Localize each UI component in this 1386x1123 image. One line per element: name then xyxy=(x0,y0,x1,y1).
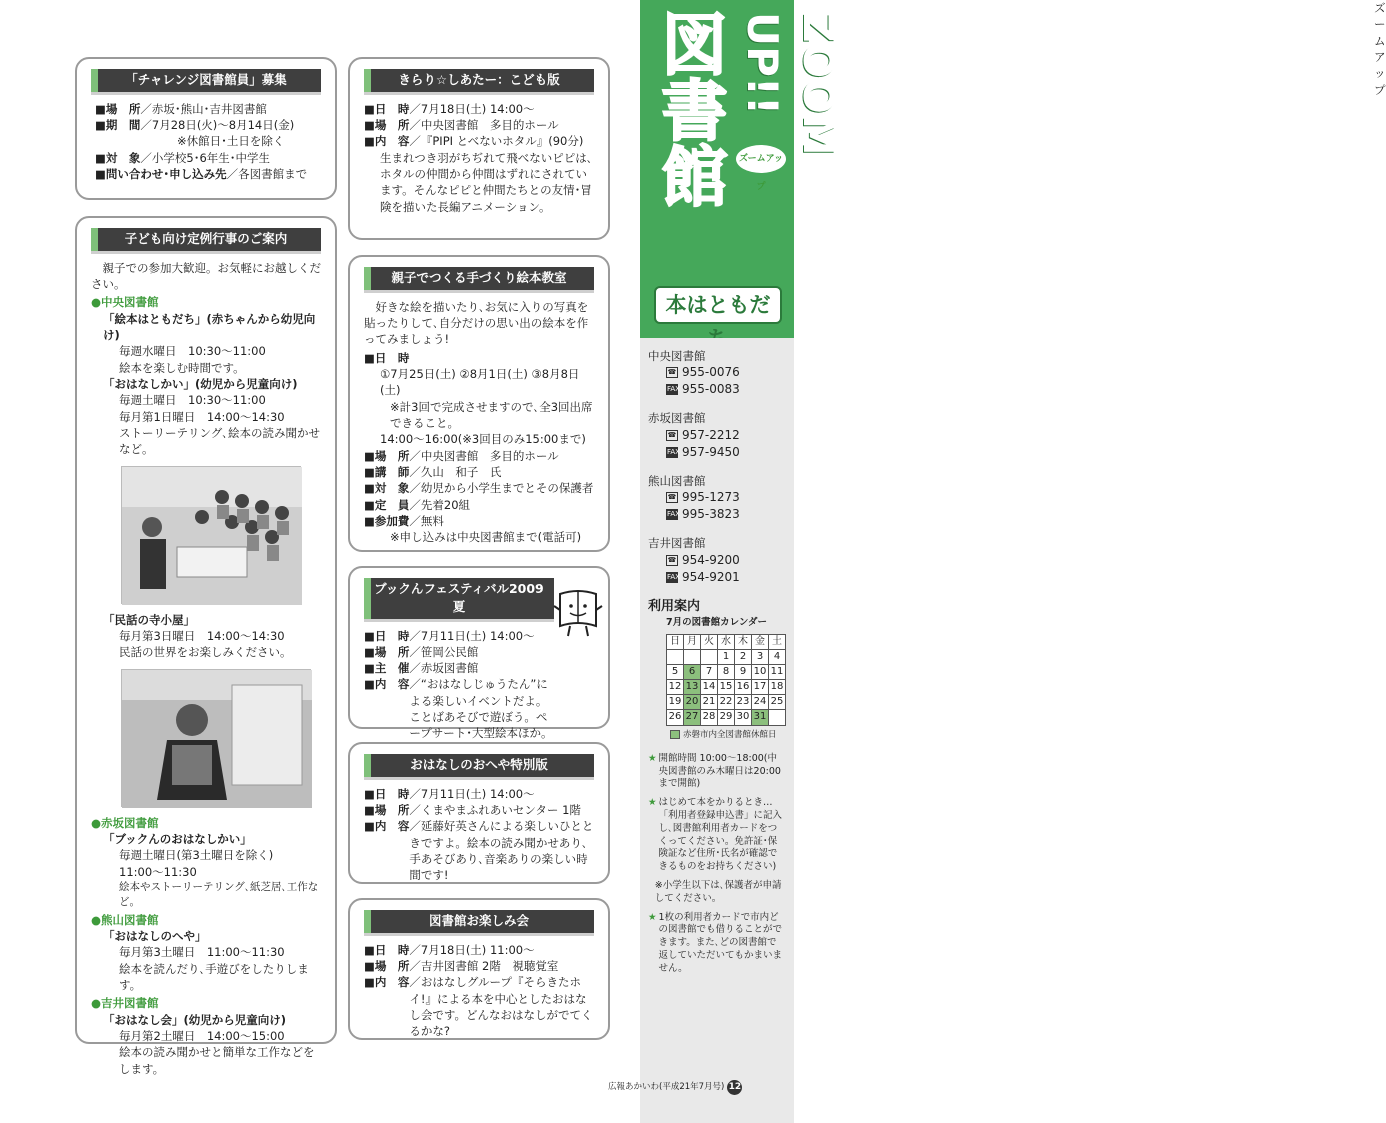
guide-title: 利用案内 xyxy=(648,598,701,614)
fax-number: 954-9201 xyxy=(682,569,740,584)
detail-value: ／おはなしグループ『そらきたホイ!』による本を中心としたおはなし会です。どんなおはなしがでてくるかな? xyxy=(409,975,593,1039)
handmade-date-label: ■日 時 xyxy=(364,350,410,365)
chuo-library-heading: ●中央図書館 xyxy=(91,295,159,310)
star-icon: ★ xyxy=(648,911,657,923)
detail-row xyxy=(364,660,554,676)
calendar-day xyxy=(667,649,684,664)
usage-note xyxy=(648,880,786,906)
zoom-up-label: ZOOM UP!! xyxy=(738,12,843,156)
kai-time: 毎月第2土曜日 14:00〜15:00 xyxy=(119,1029,285,1044)
calendar-day: 7 xyxy=(701,664,718,679)
calendar-day: 24 xyxy=(752,695,769,710)
weekday-header: 日 xyxy=(667,634,684,649)
storytime-photo xyxy=(121,466,301,604)
page-number: 12 xyxy=(727,1080,742,1095)
detail-row xyxy=(364,133,594,149)
kai-desc: 絵本の読み聞かせと簡単な工作などをします。 xyxy=(119,1045,315,1076)
handmade-note-1: ※計3回で完成させますので､全3回出席できること。 xyxy=(390,399,593,431)
calendar-day: 4 xyxy=(769,649,786,664)
legend-text: 赤磐市内全図書館休館日 xyxy=(683,729,777,740)
detail-row xyxy=(364,628,554,644)
star-icon: ★ xyxy=(648,752,657,764)
storytime-photo-image xyxy=(122,467,302,605)
calendar-day: 9 xyxy=(735,664,752,679)
detail-value: ／7月18日(土) 11:00〜 xyxy=(409,942,535,957)
detail-label: ■参加費 xyxy=(364,514,410,529)
detail-label: ■対 象 xyxy=(95,150,141,165)
weekday-header: 火 xyxy=(701,634,718,649)
detail-row xyxy=(364,818,594,883)
note-text: 開館時間 10:00〜18:00(中央図書館のみ木曜日は20:00まで開館) xyxy=(658,752,781,790)
ohanashi-time-2: 毎月第1日曜日 14:00〜14:30 xyxy=(119,409,285,424)
tanoshimi-section xyxy=(348,898,610,1040)
ehon-time: 毎週水曜日 10:30〜11:00 xyxy=(119,344,266,359)
calendar-day: 12 xyxy=(667,680,684,695)
bookun-desc: 絵本やストーリーテリング､紙芝居､工作など。 xyxy=(119,880,319,908)
detail-row xyxy=(95,101,321,117)
library-contact-list xyxy=(648,348,786,586)
zoom-ruby-badge xyxy=(736,145,786,192)
zoom-up-text xyxy=(734,12,843,272)
detail-label: ■場 所 xyxy=(364,448,410,463)
ohanashi-time-1: 毎週土曜日 10:30〜11:00 xyxy=(119,393,266,408)
detail-label: ■内 容 xyxy=(364,677,410,692)
ehon-desc: 絵本を楽しむ時間です。 xyxy=(119,360,245,375)
detail-value: ／先着20組 xyxy=(409,497,471,512)
detail-label: ■場 所 xyxy=(95,101,141,116)
detail-row xyxy=(364,497,594,513)
akasaka-library-heading: ●赤坂図書館 xyxy=(91,815,159,830)
fax-row xyxy=(648,444,786,461)
ehon-event-title: 「絵本はともだち」(赤ちゃんから幼児向け) xyxy=(103,311,316,343)
usage-note xyxy=(648,753,786,791)
phone-icon: ☎ xyxy=(667,555,677,564)
detail-row xyxy=(364,958,594,974)
calendar-day: 19 xyxy=(667,695,684,710)
zoom-ruby: ズームアップ xyxy=(1374,1,1386,97)
phone-number: 954-9200 xyxy=(682,552,740,567)
calendar-day: 27 xyxy=(684,710,701,725)
tagline-banner xyxy=(654,286,782,324)
detail-value: ／笹岡公民館 xyxy=(409,644,479,659)
calendar-day: 30 xyxy=(735,710,752,725)
calendar-day: 5 xyxy=(667,664,684,679)
detail-row xyxy=(364,448,594,464)
detail-row xyxy=(364,974,594,1039)
usage-note xyxy=(648,797,786,874)
phone-icon: ☎ xyxy=(667,430,677,439)
detail-row xyxy=(364,101,594,117)
detail-value: ／7月28日(火)〜8月14日(金) xyxy=(140,118,295,133)
zoom-ruby-text: ズームアップ xyxy=(739,154,783,192)
calendar-title: 7月の図書館カレンダー xyxy=(666,617,767,629)
tanoshimi-details xyxy=(364,942,594,1040)
oheya-special-section xyxy=(348,742,610,884)
detail-value: ／赤坂図書館 xyxy=(409,661,479,676)
fax-number: 955-0083 xyxy=(682,382,740,397)
calendar-day: 20 xyxy=(684,695,701,710)
weekday-header: 月 xyxy=(684,634,701,649)
detail-value: ／7月11日(土) 14:00〜 xyxy=(409,628,535,643)
bookun-event-title: 「ブックんのおはなしかい」 xyxy=(103,832,252,846)
phone-number: 955-0076 xyxy=(682,365,740,380)
library-contact xyxy=(648,348,786,398)
phone-row xyxy=(648,552,786,569)
usage-note xyxy=(648,912,786,976)
note-text: はじめて本をかりるとき…「利用者登録申込書」に記入し､図書館利用者カードをつくってください。免許証･保険証など住所･氏名が確認できるものをお持ちください) xyxy=(658,797,783,873)
detail-value: ／中央図書館 多目的ホール xyxy=(409,118,559,133)
calendar-day xyxy=(701,649,718,664)
detail-row xyxy=(95,117,321,133)
ohanashi-desc: ストーリーテリング､絵本の読み聞かせなど。 xyxy=(119,426,321,457)
challenge-title: 「チャレンジ図書館員」募集 xyxy=(91,69,321,95)
library-name: 吉井図書館 xyxy=(648,536,706,551)
yoshii-library-heading: ●吉井図書館 xyxy=(91,996,159,1011)
detail-value: ／無料 xyxy=(409,514,444,529)
detail-value: ／延藤好英さんによる楽しいひとときですよ。絵本の読み聞かせあり､手あそびあり､音楽ありの楽しい時間です! xyxy=(409,819,594,883)
library-calendar xyxy=(666,634,786,726)
phone-icon: ☎ xyxy=(667,368,677,377)
detail-row xyxy=(364,480,594,496)
detail-value: ※休館日･土日を除く xyxy=(177,134,285,149)
handmade-intro: 好きな絵を描いたり､お気に入りの写真を貼ったりして､自分だけの思い出の絵本を作ってみましょう! xyxy=(364,299,589,347)
detail-label: ■期 間 xyxy=(95,118,141,133)
library-contact xyxy=(648,535,786,585)
heya-desc: 絵本を読んだり､手遊びをしたりします。 xyxy=(119,961,309,993)
detail-row xyxy=(364,786,594,802)
mascot-icon xyxy=(554,586,602,638)
detail-value: ／『PIPI とべないホタル』(90分) xyxy=(409,134,584,149)
calendar-day: 15 xyxy=(718,680,735,695)
phone-icon: ☎ xyxy=(667,493,677,502)
fax-row xyxy=(648,506,786,523)
regular-events-title: 子ども向け定例行事のご案内 xyxy=(91,228,321,254)
detail-label: ■内 容 xyxy=(364,134,410,149)
oheya-special-title: おはなしのおへや特別版 xyxy=(364,754,594,780)
calendar-day: 21 xyxy=(701,695,718,710)
heya-event-title: 「おはなしのへや」 xyxy=(103,929,207,944)
detail-label: ■問い合わせ･申し込み先 xyxy=(95,167,227,182)
calendar-day xyxy=(769,710,786,725)
detail-label: ■場 所 xyxy=(364,118,410,133)
detail-value: ／各図書館まで xyxy=(226,167,308,182)
footer xyxy=(608,1080,742,1095)
minwa-photo-image xyxy=(122,670,312,808)
kirari-theater-section xyxy=(348,57,610,240)
sidebar-banner xyxy=(640,0,1386,338)
handmade-details xyxy=(364,448,594,530)
festival-section xyxy=(348,566,610,741)
phone-number: 995-1273 xyxy=(682,490,740,505)
detail-label: ■講 師 xyxy=(364,465,410,480)
detail-value: ／中央図書館 多目的ホール xyxy=(409,448,559,463)
calendar-day: 22 xyxy=(718,695,735,710)
handmade-book-section xyxy=(348,255,610,552)
minwa-desc: 民話の世界をお楽しみください。 xyxy=(119,645,292,660)
calendar-day: 3 xyxy=(752,649,769,664)
weekday-header: 木 xyxy=(735,634,752,649)
calendar-day: 18 xyxy=(769,680,786,695)
fax-row xyxy=(648,569,786,586)
detail-value: ／くまやまふれあいセンター 1階 xyxy=(409,803,581,818)
calendar-day: 11 xyxy=(769,664,786,679)
detail-label: ■場 所 xyxy=(364,644,410,659)
library-title-text: 図書館 xyxy=(650,10,728,208)
handmade-book-title: 親子でつくる手づくり絵本教室 xyxy=(364,267,594,293)
calendar-day: 6 xyxy=(684,664,701,679)
festival-details xyxy=(364,628,554,742)
detail-row xyxy=(95,150,321,166)
weekday-header: 水 xyxy=(718,634,735,649)
publication-name: 広報あかいわ(平成21年7月号) xyxy=(608,1082,725,1093)
festival-title: ブックんフェスティバル2009夏 xyxy=(364,578,554,622)
note-text: 1枚の利用者カードで市内どの図書館でも借りることができます。また､どの図書館で返していただいてもかまいません。 xyxy=(658,911,783,974)
library-name: 赤坂図書館 xyxy=(648,411,706,426)
kai-event-title: 「おはなし会」(幼児から児童向け) xyxy=(103,1012,287,1027)
detail-value: ／小学校5･6年生･中学生 xyxy=(140,150,271,165)
kirari-title: きらり☆しあたー：こども版 xyxy=(364,69,594,95)
bookun-time-2: 11:00〜11:30 xyxy=(119,864,197,879)
detail-value: ／吉井図書館 2階 視聴覚室 xyxy=(409,959,559,974)
heya-time: 毎月第3土曜日 11:00〜11:30 xyxy=(119,945,285,960)
detail-label: ■場 所 xyxy=(364,959,410,974)
detail-row xyxy=(364,513,594,529)
phone-row xyxy=(648,489,786,506)
challenge-details xyxy=(91,101,321,183)
detail-value: ／赤坂･熊山･吉井図書館 xyxy=(140,101,267,116)
phone-row xyxy=(648,364,786,381)
calendar-day: 2 xyxy=(735,649,752,664)
detail-label: ■日 時 xyxy=(364,942,410,957)
ohanashi-event-title: 「おはなしかい」(幼児から児童向け) xyxy=(103,377,298,392)
kirari-details xyxy=(364,101,594,150)
detail-label: ■内 容 xyxy=(364,975,410,990)
detail-value: ／“おはなしじゅうたん”による楽しいイベントだよ。ことばあそびで遊ぼう。ペープサート･大型絵本ほか。 xyxy=(409,677,553,741)
weekday-header: 金 xyxy=(752,634,769,649)
library-contact xyxy=(648,410,786,460)
library-name: 中央図書館 xyxy=(648,349,706,363)
minwa-event-title: 「民話の寺小屋」 xyxy=(103,612,195,627)
kirari-desc: 生まれつき羽がちぢれて飛べないピピは､ホタルの仲間から仲間はずれにされています。そんなピピと仲間たちとの友情･冒険を描いた長編アニメーション。 xyxy=(380,150,593,214)
calendar-day: 10 xyxy=(752,664,769,679)
detail-label: ■主 催 xyxy=(364,661,410,676)
sidebar-info xyxy=(640,338,794,1123)
challenge-section xyxy=(75,57,337,200)
calendar-day: 23 xyxy=(735,695,752,710)
oheya-special-details xyxy=(364,786,594,884)
detail-row xyxy=(95,166,321,182)
fax-icon: FAX xyxy=(667,385,680,394)
detail-row xyxy=(364,676,554,741)
phone-number: 957-2212 xyxy=(682,427,740,442)
handmade-time: 14:00〜16:00(※3回目のみ15:00まで) xyxy=(380,432,586,447)
calendar-day: 29 xyxy=(718,710,735,725)
library-name: 熊山図書館 xyxy=(648,473,706,488)
detail-row xyxy=(364,464,594,480)
detail-label: ■定 員 xyxy=(364,497,410,512)
detail-label: ■日 時 xyxy=(364,628,410,643)
regular-events-section xyxy=(75,216,337,1076)
detail-row xyxy=(364,802,594,818)
fax-icon: FAX xyxy=(667,572,680,581)
calendar-day: 26 xyxy=(667,710,684,725)
calendar-day: 1 xyxy=(718,649,735,664)
detail-value: ／7月18日(土) 14:00〜 xyxy=(409,101,535,116)
detail-label: ■対 象 xyxy=(364,481,410,496)
detail-label: ■日 時 xyxy=(364,786,410,801)
detail-value: ／幼児から小学生までとその保護者 xyxy=(409,481,594,496)
detail-row xyxy=(95,133,321,149)
calendar-day: 8 xyxy=(718,664,735,679)
usage-notes xyxy=(648,753,786,976)
calendar-day: 13 xyxy=(684,680,701,695)
detail-row xyxy=(364,942,594,958)
detail-row xyxy=(364,644,554,660)
kumayama-library-heading: ●熊山図書館 xyxy=(91,912,159,927)
calendar-day xyxy=(684,649,701,664)
fax-number: 995-3823 xyxy=(682,507,740,522)
star-icon: ★ xyxy=(648,797,657,809)
closed-day-swatch xyxy=(670,730,680,739)
tagline-text: 本はともだ xyxy=(665,293,771,317)
detail-label: ■内 容 xyxy=(364,819,410,834)
detail-value: ／7月11日(土) 14:00〜 xyxy=(409,786,535,801)
detail-label: ■日 時 xyxy=(364,101,410,116)
calendar-legend xyxy=(670,729,786,741)
minwa-time: 毎月第3日曜日 14:00〜14:30 xyxy=(119,629,285,644)
weekday-header: 土 xyxy=(769,634,786,649)
calendar-day: 25 xyxy=(769,695,786,710)
calendar-day: 31 xyxy=(752,710,769,725)
note-text: ※小学生以下は､保護者が申請してください。 xyxy=(654,880,782,904)
fax-number: 957-9450 xyxy=(682,444,740,459)
tanoshimi-title: 図書館お楽しみ会 xyxy=(364,910,594,936)
fax-icon: FAX xyxy=(667,447,680,456)
handmade-note-2: ※申し込みは中央図書館まで(電話可) xyxy=(390,530,582,545)
bookun-time-1: 毎週土曜日(第3土曜日を除く) xyxy=(119,848,274,863)
library-vertical-title xyxy=(650,10,728,223)
handmade-dates: ①7月25日(土) ②8月1日(土) ③8月8日(土) xyxy=(380,367,580,398)
fax-icon: FAX xyxy=(667,510,680,519)
library-contact xyxy=(648,473,786,523)
intro-text: 親子での参加大歓迎。お気軽にお越しください。 xyxy=(91,260,321,292)
detail-label: ■場 所 xyxy=(364,803,410,818)
detail-value: ／久山 和子 氏 xyxy=(409,465,502,480)
detail-row xyxy=(364,117,594,133)
calendar-day: 17 xyxy=(752,680,769,695)
calendar-day: 16 xyxy=(735,680,752,695)
minwa-photo xyxy=(121,669,311,807)
calendar-day: 28 xyxy=(701,710,718,725)
calendar-day: 14 xyxy=(701,680,718,695)
phone-row xyxy=(648,427,786,444)
fax-row xyxy=(648,381,786,398)
